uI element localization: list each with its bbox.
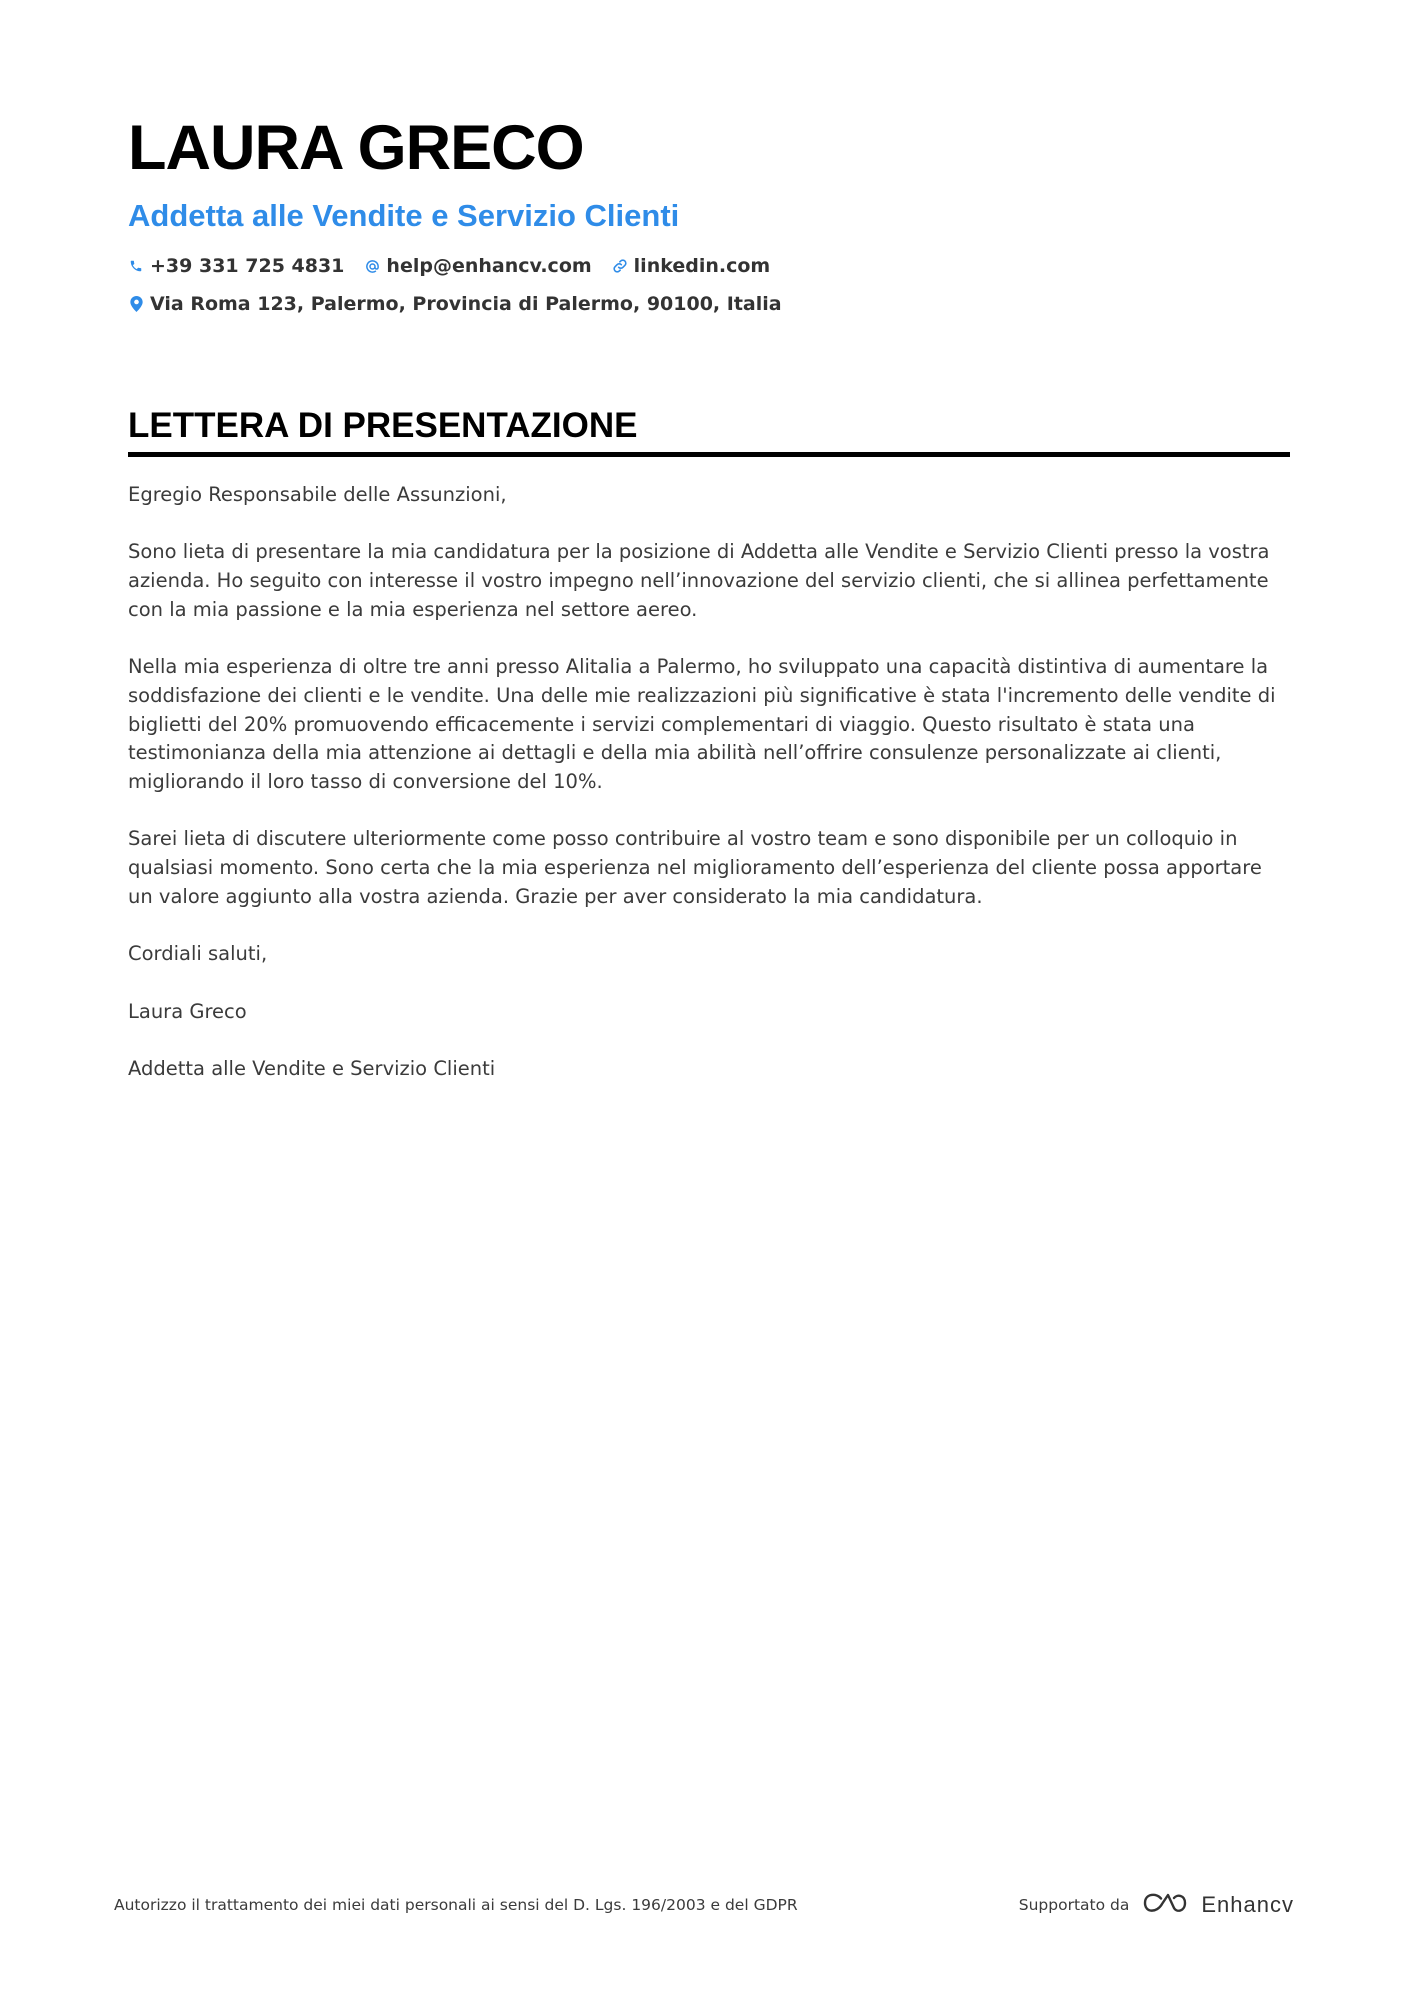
enhancv-brand[interactable] (1141, 1890, 1294, 1920)
contact-address (128, 290, 782, 318)
at-icon (364, 258, 380, 274)
section-divider (128, 452, 1290, 457)
letter-paragraph-1: Sono lieta di presentare la mia candidatura per la posizione di Addetta alle Vendite e Servizio Clienti presso la vostra azienda. Ho seguito con interesse il vostro impegno nell’innovazione del servizio clienti, che si allinea perfettamente con la mia passione e la mia esperienza nel settore aereo. (128, 540, 1270, 621)
phone-icon (128, 258, 144, 274)
location-pin-icon (128, 296, 144, 312)
enhancv-brand-name: Enhancv (1201, 1892, 1294, 1917)
contact-row-primary (128, 252, 1288, 280)
contact-email-text[interactable]: help@enhancv.com (386, 255, 592, 277)
link-icon (612, 258, 628, 274)
contact-phone-text: +39 331 725 4831 (150, 255, 345, 277)
cover-letter-section (128, 402, 1290, 1112)
letter-paragraph-2: Nella mia esperienza di oltre tre anni presso Alitalia a Palermo, ho sviluppato una capacità distintiva di aumentare la soddisfazione dei clienti e le vendite. Una delle mie realizzazioni più significative è stata l'incremento delle vendite di biglietti del 20% promuovendo efficacemente i servizi complementari di viaggio. Questo risultato è stata una testimonianza della mia attenzione ai dettagli e della mia abilità nell’offrire consulenze personalizzate ai clienti, migliorando il loro tasso di conversione del 10%. (128, 655, 1276, 793)
powered-by[interactable] (1019, 1890, 1294, 1920)
contact-row-secondary (128, 290, 1288, 318)
letter-closing: Cordiali saluti, (128, 942, 268, 966)
letter-paragraph-3: Sarei lieta di discutere ulteriormente come posso contribuire al vostro team e sono disponibile per un colloquio in qualsiasi momento. Sono certa che la mia esperienza nel miglioramento dell’esperienza del cliente possa apportare un valore aggiunto alla vostra azienda. Grazie per aver considerato la mia candidatura. (128, 827, 1262, 908)
letter-signature-title: Addetta alle Vendite e Servizio Clienti (128, 1056, 496, 1080)
contact-linkedin[interactable] (612, 252, 771, 280)
page-footer (114, 1890, 1294, 1920)
contact-linkedin-text[interactable]: linkedin.com (633, 255, 771, 277)
contact-address-text: Via Roma 123, Palermo, Provincia di Palermo, 90100, Italia (150, 293, 782, 315)
letter-signature-name: Laura Greco (128, 999, 247, 1023)
section-title: LETTERA DI PRESENTAZIONE (128, 406, 638, 445)
enhancv-logo-icon (1141, 1890, 1189, 1920)
candidate-name: LAURA GRECO (128, 113, 584, 183)
supported-by-label: Supportato da (1018, 1896, 1130, 1914)
contact-email[interactable] (364, 252, 591, 280)
candidate-job-title: Addetta alle Vendite e Servizio Clienti (128, 198, 680, 233)
privacy-consent: Autorizzo il trattamento dei miei dati personali ai sensi del D. Lgs. 196/2003 e del GDPR (114, 1896, 798, 1914)
resume-header (128, 112, 1288, 318)
letter-greeting: Egregio Responsabile delle Assunzioni, (128, 483, 507, 506)
contact-phone (128, 252, 344, 280)
letter-body (128, 481, 1290, 1084)
